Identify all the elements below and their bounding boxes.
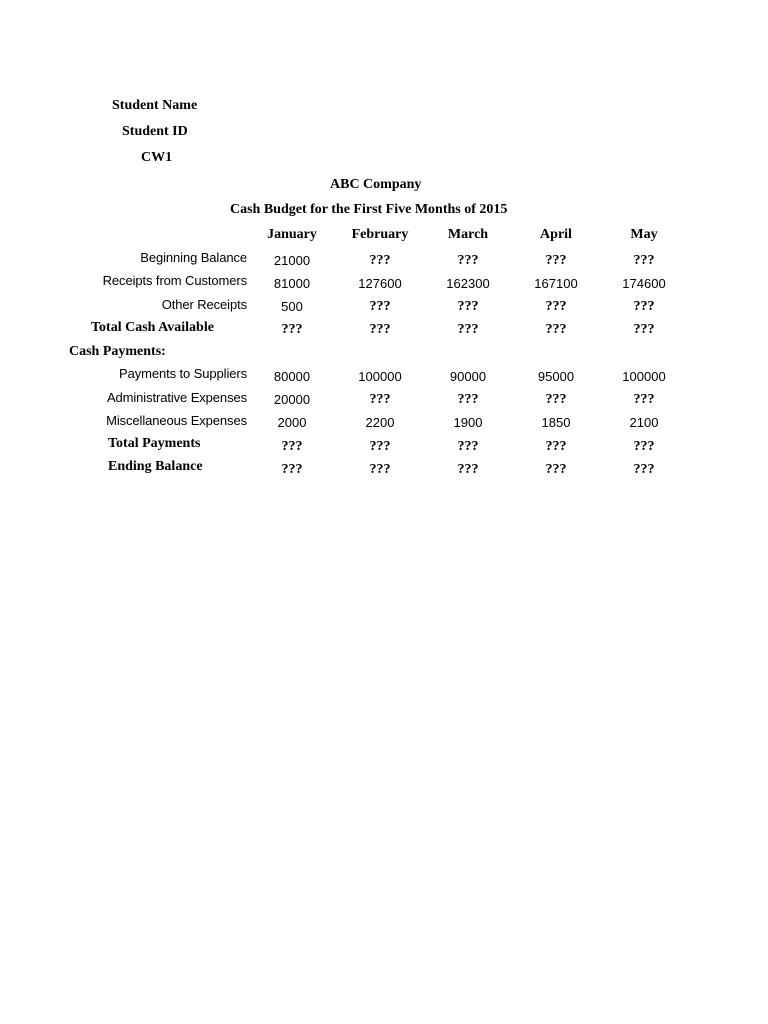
value-cell: 20000 bbox=[273, 392, 311, 407]
value-cell: ??? bbox=[369, 462, 391, 477]
value-cell: ??? bbox=[633, 439, 655, 454]
value-cell: 162300 bbox=[446, 276, 490, 291]
value-cell: ??? bbox=[457, 439, 479, 454]
value-cell: ??? bbox=[545, 299, 567, 314]
value-cell: ??? bbox=[633, 462, 655, 477]
value-cell: 127600 bbox=[358, 276, 402, 291]
value-cell: 81000 bbox=[273, 276, 311, 291]
value-cell: 500 bbox=[281, 299, 303, 314]
value-cell: 2000 bbox=[277, 415, 307, 430]
value-cell: ??? bbox=[633, 253, 655, 268]
row-label-total-cash-available: Total Cash Available bbox=[91, 320, 214, 335]
value-cell: ??? bbox=[281, 462, 303, 477]
value-cell: ??? bbox=[457, 322, 479, 337]
value-cell: 1850 bbox=[541, 415, 571, 430]
value-cell: 100000 bbox=[622, 369, 666, 384]
month-header-march: March bbox=[447, 227, 489, 242]
value-cell: 100000 bbox=[358, 369, 402, 384]
value-cell: ??? bbox=[545, 322, 567, 337]
value-cell: ??? bbox=[457, 462, 479, 477]
value-cell: ??? bbox=[545, 462, 567, 477]
value-cell: ??? bbox=[633, 392, 655, 407]
value-cell: 2100 bbox=[629, 415, 659, 430]
value-cell: ??? bbox=[369, 253, 391, 268]
month-header-april: April bbox=[540, 227, 572, 242]
row-label-miscellaneous-expenses: Miscellaneous Expenses bbox=[106, 413, 247, 428]
student-name-label: Student Name bbox=[112, 98, 198, 113]
value-cell: ??? bbox=[457, 253, 479, 268]
value-cell: 80000 bbox=[273, 369, 311, 384]
row-label-payments-to-suppliers: Payments to Suppliers bbox=[119, 366, 247, 381]
value-cell: 1900 bbox=[453, 415, 483, 430]
value-cell: ??? bbox=[369, 299, 391, 314]
student-id-label: Student ID bbox=[122, 124, 188, 139]
coursework-label: CW1 bbox=[141, 150, 173, 165]
month-header-may: May bbox=[630, 227, 658, 242]
value-cell: 90000 bbox=[449, 369, 487, 384]
value-cell: 95000 bbox=[537, 369, 575, 384]
value-cell: ??? bbox=[457, 299, 479, 314]
value-cell: 167100 bbox=[534, 276, 578, 291]
value-cell: 21000 bbox=[273, 253, 311, 268]
value-cell: ??? bbox=[369, 322, 391, 337]
value-cell: ??? bbox=[545, 253, 567, 268]
row-label-total-payments: Total Payments bbox=[108, 436, 201, 451]
value-cell: ??? bbox=[633, 322, 655, 337]
row-label-ending-balance: Ending Balance bbox=[108, 459, 203, 474]
value-cell: ??? bbox=[457, 392, 479, 407]
row-label-administrative-expenses: Administrative Expenses bbox=[106, 390, 247, 405]
value-cell: ??? bbox=[281, 322, 303, 337]
value-cell: ??? bbox=[545, 392, 567, 407]
month-header-january: January bbox=[267, 227, 317, 242]
month-header-february: February bbox=[351, 227, 409, 242]
value-cell: ??? bbox=[369, 439, 391, 454]
row-label-receipts-from-customers: Receipts from Customers bbox=[102, 273, 247, 288]
row-label-other-receipts: Other Receipts bbox=[161, 297, 247, 312]
row-label-beginning-balance: Beginning Balance bbox=[140, 250, 247, 265]
value-cell: ??? bbox=[545, 439, 567, 454]
value-cell: ??? bbox=[281, 439, 303, 454]
value-cell: 174600 bbox=[622, 276, 666, 291]
row-label-cash-payments: Cash Payments: bbox=[69, 344, 166, 359]
value-cell: 2200 bbox=[365, 415, 395, 430]
value-cell: ??? bbox=[369, 392, 391, 407]
budget-title: Cash Budget for the First Five Months of 2015 bbox=[230, 202, 508, 217]
company-name: ABC Company bbox=[330, 177, 422, 192]
value-cell: ??? bbox=[633, 299, 655, 314]
